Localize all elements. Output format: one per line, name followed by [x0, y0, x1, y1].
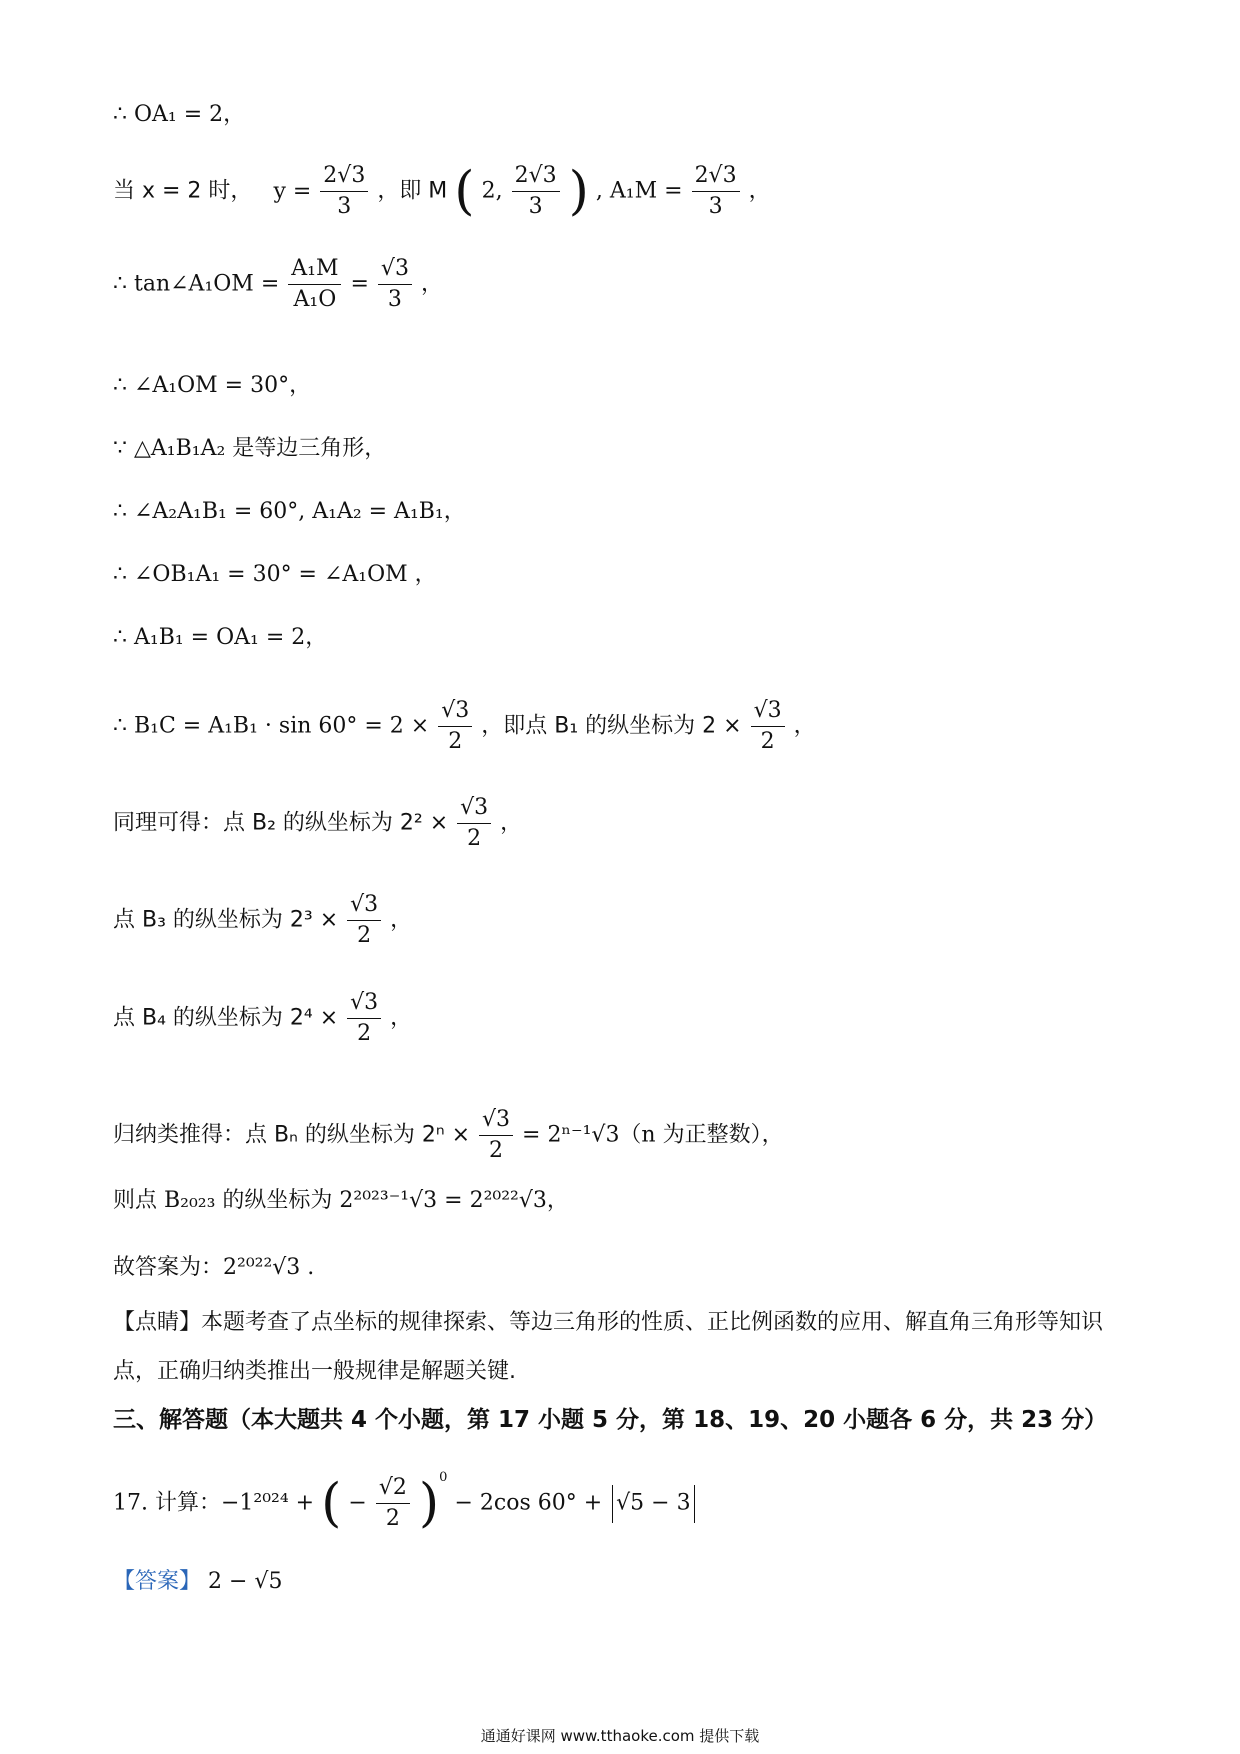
numerator: 2√3	[512, 163, 560, 192]
denominator: 2	[448, 729, 463, 754]
fraction	[288, 256, 341, 313]
denominator: 2	[489, 1138, 504, 1163]
numerator: A₁M	[288, 256, 341, 285]
footer	[0, 1725, 1240, 1746]
abs-bar-left	[612, 1485, 613, 1523]
problem-text: 17. 计算：−1²⁰²⁴ +	[113, 1490, 315, 1516]
denominator: 2	[467, 826, 482, 851]
step-text: = 2ⁿ⁻¹√3（n 为正整数），	[522, 1122, 784, 1148]
fraction	[378, 256, 412, 313]
commentary-line-2	[113, 1357, 516, 1387]
step-text: =	[350, 271, 369, 297]
answer-value: 2 − √5	[208, 1569, 283, 1594]
answer-line	[113, 1567, 282, 1597]
step-text: , A₁M =	[595, 178, 683, 204]
step-text: ∴ ∠A₁OM = 30°，	[113, 373, 312, 398]
step-text: ∴ ∠OB₁A₁ = 30° = ∠A₁OM ，	[113, 562, 437, 587]
heading-text: 三、解答题（本大题共 4 个小题，第 17 小题 5 分，第 18、19、20 小题各 6 分，共 23 分）	[113, 1407, 1108, 1433]
numerator: √2	[376, 1475, 410, 1504]
step-text: ∴ OA₁ = 2，	[113, 102, 246, 127]
step-text: 2	[481, 178, 496, 204]
step-text: 归纳类推得：点 Bₙ 的纵坐标为 2ⁿ ×	[113, 1122, 471, 1148]
exponent: 0	[439, 1470, 448, 1486]
step-angle-60	[113, 497, 466, 527]
step-a1b1	[113, 623, 327, 653]
denominator: 2	[357, 923, 372, 948]
fraction	[320, 163, 368, 220]
step-text: ，即点 B₁ 的纵坐标为 2 ×	[481, 713, 742, 739]
step-text: 当 x = 2 时，	[113, 178, 253, 204]
fraction	[692, 163, 740, 220]
numerator: √3	[347, 990, 381, 1019]
step-equilateral	[113, 434, 386, 464]
step-text: ，	[420, 271, 443, 297]
step-text: ，	[390, 1005, 413, 1031]
step-tan	[113, 256, 443, 313]
problem-text: − 2cos 60° +	[454, 1490, 603, 1516]
step-b2023	[113, 1186, 569, 1216]
step-b1c	[113, 698, 816, 755]
step-text: 则点 B₂₀₂₃ 的纵坐标为 2²⁰²³⁻¹√3 = 2²⁰²²√3，	[113, 1188, 569, 1213]
numerator: √3	[457, 795, 491, 824]
step-b3	[113, 892, 412, 949]
numerator: √3	[347, 892, 381, 921]
fraction	[512, 163, 560, 220]
step-b4	[113, 990, 412, 1047]
fraction	[347, 990, 381, 1047]
step-text: ，	[390, 907, 413, 933]
paren-close: )	[568, 161, 589, 222]
commentary-text: 点，正确归纳类推出一般规律是解题关键.	[113, 1359, 516, 1384]
footer-text: 通通好课网 www.tthaoke.com 提供下载	[480, 1727, 760, 1745]
step-text: 同理可得：点 B₂ 的纵坐标为 2² ×	[113, 810, 449, 836]
problem-17	[113, 1470, 698, 1534]
section-heading	[113, 1405, 1107, 1435]
step-text: ，	[793, 713, 816, 739]
fraction	[347, 892, 381, 949]
fraction	[457, 795, 491, 852]
step-text: ，即 M	[377, 178, 448, 204]
step-text: ∴ ∠A₂A₁B₁ = 60°, A₁A₂ = A₁B₁，	[113, 499, 466, 524]
step-text: ∴ A₁B₁ = OA₁ = 2，	[113, 625, 328, 650]
fraction	[376, 1475, 410, 1532]
numerator: √3	[438, 698, 472, 727]
numerator: √3	[378, 256, 412, 285]
denominator: 2	[385, 1506, 400, 1531]
step-b2	[113, 795, 522, 852]
paren-close: )	[418, 1473, 440, 1534]
problem-text: −	[348, 1490, 367, 1516]
denominator: 3	[708, 194, 723, 219]
abs-bar-right	[694, 1485, 695, 1523]
commentary-line-1	[113, 1308, 1103, 1338]
denominator: A₁O	[293, 287, 337, 312]
numerator: √3	[479, 1107, 513, 1136]
denominator: 2	[760, 729, 775, 754]
step-text: ，	[748, 178, 771, 204]
fraction	[438, 698, 472, 755]
fraction	[479, 1107, 513, 1164]
step-text: y =	[273, 178, 312, 204]
numerator: √3	[751, 698, 785, 727]
numerator: 2√3	[320, 163, 368, 192]
numerator: 2√3	[692, 163, 740, 192]
step-text: ∴ tan∠A₁OM =	[113, 271, 280, 297]
step-text: ∴ B₁C = A₁B₁ · sin 60° = 2 ×	[113, 713, 430, 739]
denominator: 3	[337, 194, 352, 219]
step-text: 故答案为：2²⁰²²√3 .	[113, 1255, 315, 1280]
step-bn	[113, 1107, 784, 1164]
problem-text: √5 − 3	[616, 1490, 691, 1516]
paren-open: (	[454, 161, 475, 222]
step-angle	[113, 371, 311, 401]
step-oa1	[113, 100, 245, 130]
commentary-text: 【点睛】本题考查了点坐标的规律探索、等边三角形的性质、正比例函数的应用、解直角三角形等知识	[113, 1310, 1104, 1335]
answer-tag: 【答案】	[113, 1569, 202, 1594]
step-text: ，	[500, 810, 523, 836]
step-angle-30	[113, 560, 437, 590]
denominator: 2	[357, 1021, 372, 1046]
step-m-point: 当 x = 2 时， y = $\frac{2√3}{3}$ ，即 M ( 2, $\frac{2√3}{3}$ ) , A₁M = $\frac{2√3}{3}$ ，	[113, 161, 771, 222]
step-final	[113, 1253, 314, 1283]
fraction	[751, 698, 785, 755]
step-text: ∵ △A₁B₁A₂ 是等边三角形，	[113, 436, 387, 461]
denominator: 3	[528, 194, 543, 219]
step-text: 点 B₄ 的纵坐标为 2⁴ ×	[113, 1005, 339, 1031]
step-text: 点 B₃ 的纵坐标为 2³ ×	[113, 907, 339, 933]
denominator: 3	[387, 287, 402, 312]
paren-open: (	[321, 1473, 342, 1534]
